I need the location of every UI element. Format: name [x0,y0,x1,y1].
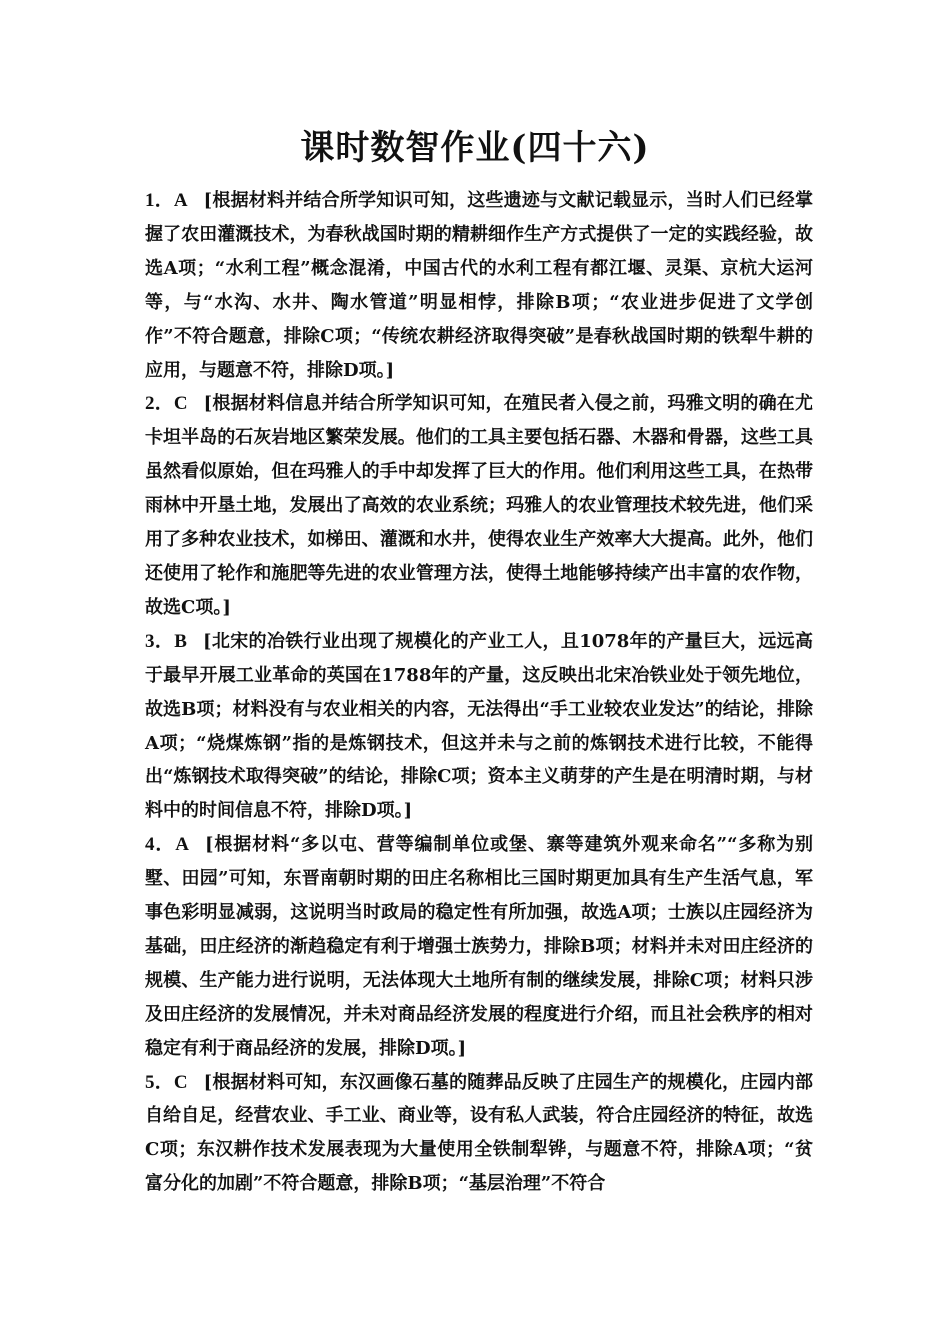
item-explanation: [根据材料并结合所学知识可知，这些遗迹与文献记载显示，当时人们已经掌握了农田灌溉技术，为春秋战国时期的精耕细作生产方式提供了一定的实践经验，故选A项；“水利工程”概念混淆，中国古代的水利工程有都江堰、灵渠、京杭大运河等，与“水沟、水井、陶水管道”明显相悖，排除B项；“农业进步促进了文学创作”不符合题意，排除C项；“传统农耕经济取得突破”是春秋战国时期的铁犁牛耕的应用，与题意不符，排除D项。] [145,190,813,381]
item-explanation: [根据材料“多以屯、营等编制单位或堡、寨等建筑外观来命名”“多称为别墅、田园”可知，东晋南朝时期的田庄名称相比三国时期更加具有生产生活气息，军事色彩明显减弱，这说明当时政局的稳定性有所加强，故选A项；士族以庄园经济为基础，田庄经济的渐趋稳定有利于增强士族势力，排除B项；材料并未对田庄经济的规模、生产能力进行说明，无法体现大土地所有制的继续发展，排除C项；材料只涉及田庄经济的发展情况，并未对商品经济发展的程度进行介绍，而且社会秩序的相对稳定有利于商品经济的发展，排除D项。] [145,834,813,1059]
item-number: 4． [145,834,176,856]
answer-item-5 [145,1066,813,1202]
answer-list [145,184,813,1201]
item-number: 1． [145,190,174,211]
item-explanation: [根据材料可知，东汉画像石墓的随葬品反映了庄园生产的规模化，庄园内部自给自足，经营农业、手工业、商业等，设有私人武装，符合庄园经济的特征，故选C项；东汉耕作技术发展表现为大量使用全铁制犁铧，与题意不符，排除A项；“贫富分化的加剧”不符合题意，排除B项；“基层治理”不符合 [145,1071,813,1195]
item-answer: C [173,1071,188,1093]
item-answer: A [175,834,190,856]
item-number: 2． [145,393,174,415]
item-answer: A [173,190,188,211]
answer-item-1 [145,184,813,387]
answer-item-2 [145,387,813,624]
answer-item-3 [145,625,813,828]
item-answer: C [173,393,188,415]
item-explanation: [北宋的冶铁行业出现了规模化的产业工人，且1078年的产量巨大，远远高于最早开展工业革命的英国在1788年的产量，这反映出北宋冶铁业处于领先地位，故选B项；材料没有与农业相关的内容，无法得出“手工业较农业发达”的结论，排除A项；“烧煤炼钢”指的是炼钢技术，但这并未与之前的炼钢技术进行比较，不能得出“炼钢技术取得突破”的结论，排除C项；资本主义萌芽的产生是在明清时期，与材料中的时间信息不符，排除D项。] [145,630,813,822]
item-explanation: [根据材料信息并结合所学知识可知，在殖民者入侵之前，玛雅文明的确在尤卡坦半岛的石灰岩地区繁荣发展。他们的工具主要包括石器、木器和骨器，这些工具虽然看似原始，但在玛雅人的手中却发挥了巨大的作用。他们利用这些工具，在热带雨林中开垦土地，发展出了高效的农业系统；玛雅人的农业管理技术较先进，他们采用了多种农业技术，如梯田、灌溉和水井，使得农业生产效率大大提高。此外，他们还使用了轮作和施肥等先进的农业管理方法，使得土地能够持续产出丰富的农作物，故选C项。] [145,393,813,618]
page-title: 课时数智作业(四十六) [300,128,650,168]
item-answer: B [174,630,187,652]
item-number: 3． [145,630,175,652]
answer-item-4 [145,828,813,1065]
item-number: 5． [145,1071,174,1093]
